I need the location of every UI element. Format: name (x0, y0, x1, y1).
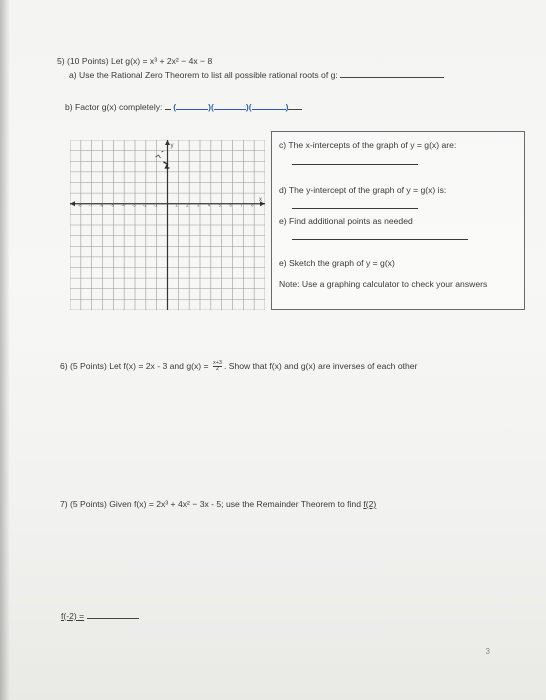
q5-header: 5) (10 Points) Let g(x) = x³ + 2x² − 4x − 8 (57, 56, 213, 66)
q6-frac-num: x+3 (212, 360, 222, 367)
y-axis-label: y (170, 143, 174, 149)
pencil-mark (156, 155, 161, 158)
q5-part-b-factor-open: ( (173, 102, 177, 112)
q5-part-a-answer-blank[interactable] (340, 77, 444, 78)
x-tick-label: 1 (175, 202, 178, 208)
q5-part-b-factor-1[interactable] (176, 101, 208, 110)
x-tick-label: 3 (197, 202, 200, 208)
x-tick-label: -6 (99, 202, 104, 208)
q5-part-d-answer-line[interactable] (292, 208, 418, 209)
y-axis-arrow-top (165, 140, 170, 145)
q5-part-e1: e) Find additional points as needed (279, 216, 413, 226)
q7-text-body: 7) (5 Points) Given f(x) = 2x³ + 4x² − 3x - 5; use the Remainder Theorem to find (60, 499, 361, 509)
x-tick-label: -3 (132, 202, 136, 208)
q5-part-b-factor-2[interactable] (214, 101, 246, 110)
answer-label: f(-2) = (61, 611, 85, 621)
x-tick-label: 2 (186, 202, 189, 208)
x-tick-label: 8 (251, 202, 254, 208)
pencil-mark (162, 151, 164, 152)
q5-part-e1-answer-line[interactable] (292, 239, 468, 240)
grid-svg (70, 140, 265, 310)
q6-frac-den: 2 (215, 366, 219, 373)
coordinate-grid[interactable] (70, 140, 265, 310)
q5-part-a (69, 70, 444, 80)
q5-part-b-blank-lead[interactable] (165, 109, 171, 110)
x-tick-label: -4 (121, 202, 125, 208)
x-tick-label: -5 (110, 202, 115, 208)
q7-text (60, 499, 376, 509)
q5-part-b-factor-close: ) (285, 102, 289, 112)
x-tick-label: 4 (207, 202, 211, 208)
x-tick-label: -7 (88, 202, 93, 208)
x-tick-label: 5 (218, 202, 222, 208)
q5-part-b-factor-sep-2: )( (245, 102, 252, 112)
q5-part-c: c) The x-intercepts of the graph of y = g(x) are: (279, 140, 457, 150)
answer-blank[interactable] (87, 618, 139, 619)
x-axis-arrow-left (70, 201, 75, 206)
q7-target: f(2) (363, 499, 377, 509)
q5-part-c-answer-line[interactable] (292, 164, 418, 165)
page-shadow (0, 0, 10, 700)
pencil-mark (164, 162, 170, 168)
q5-part-b-factor-sep-1: )( (208, 102, 214, 112)
q5-part-b (65, 101, 302, 112)
q6-text-2: . Show that f(x) and g(x) are inverses of each other (223, 361, 418, 371)
q5-part-b-blank-tail[interactable] (288, 109, 302, 110)
x-tick-label: -2 (142, 202, 147, 208)
x-tick-label: 7 (240, 202, 243, 208)
q5-part-d: d) The y-intercept of the graph of y = g(x) is: (279, 185, 447, 195)
q5-part-b-factor-3[interactable] (252, 101, 286, 110)
x-tick-label: 6 (229, 202, 232, 208)
q6-text (60, 361, 417, 372)
q5-part-e2: e) Sketch the graph of y = g(x) (279, 258, 395, 268)
x-tick-label: -1 (153, 202, 158, 208)
answer-row (61, 611, 139, 621)
page-number: 3 (485, 647, 490, 656)
x-tick-label: -8 (77, 202, 82, 208)
q6-fraction (213, 361, 222, 372)
q5-note: Note: Use a graphing calculator to check your answers (279, 279, 488, 289)
q6-text-1: 6) (5 Points) Let f(x) = 2x - 3 and g(x) = (60, 361, 209, 371)
x-axis-label: x (259, 196, 262, 203)
q5-part-b-label: b) Factor g(x) completely: (65, 102, 163, 112)
q5-part-a-text: a) Use the Rational Zero Theorem to list all possible rational roots of g: (69, 70, 338, 80)
instructions-box (271, 131, 525, 310)
